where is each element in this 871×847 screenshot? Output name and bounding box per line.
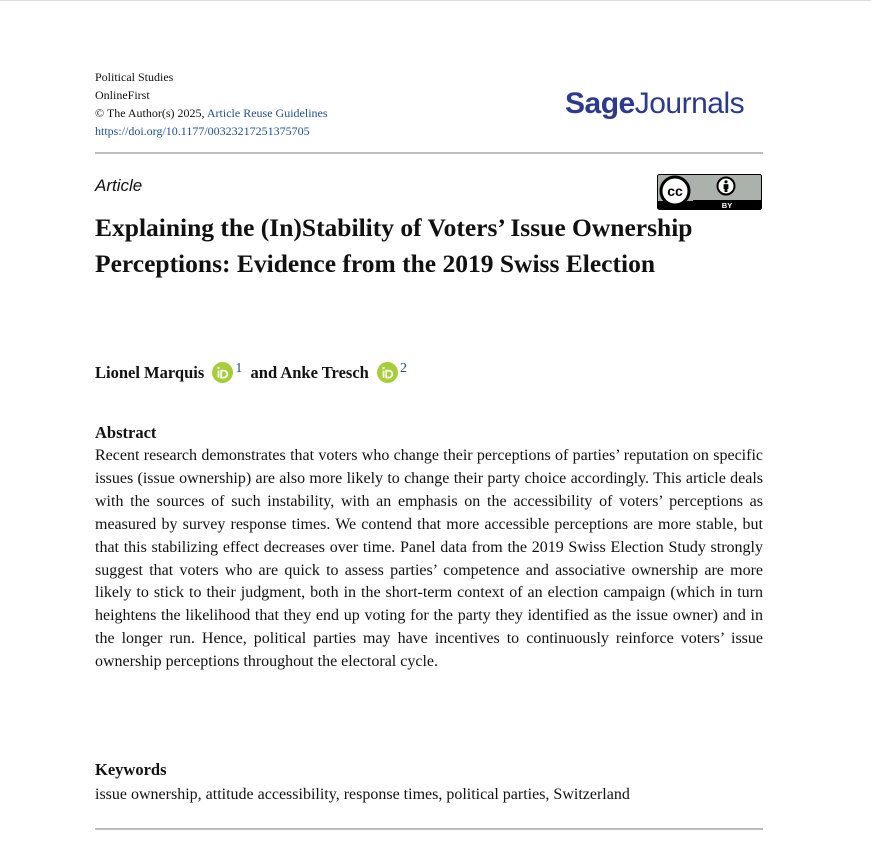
header-divider	[95, 152, 763, 154]
footer-divider	[95, 828, 763, 830]
abstract-text: Recent research demonstrates that voters who change their perceptions of parties’ reputation on specific issues (issue ownership) are also more likely to change their party choice accordingly. This article deals with the sources of such instability, with an emphasis on the accessibility of voters’ perceptions as measured by survey response times. We contend that more accessible perceptions are more stable, but that this stabilizing effect decreases over time. Panel data from the 2019 Swiss Election Study strongly suggest that voters who are quick to assess parties’ competence and associative ownership are more likely to stick to their judgment, both in the short-term context of an election campaign (which in turn heightens the likelihood that they end up voting for the party they identified as the issue owner) and in the longer run. Hence, political parties may have incentives to continuously reinforce voters’ issue ownership perceptions throughout the electoral cycle.	[95, 447, 763, 671]
creative-commons-icon	[661, 177, 689, 205]
logo-bold-text: Sage	[565, 87, 635, 120]
cc-icon-label: cc	[667, 183, 683, 199]
article-title: Explaining the (In)Stability of Voters’ Issue Ownership Perceptions: Evidence from the 2019 Swiss Election	[95, 213, 693, 278]
reuse-guidelines-link[interactable]: Article Reuse Guidelines	[206, 106, 328, 120]
abstract-heading: Abstract	[95, 423, 157, 442]
orcid-icon[interactable]	[212, 362, 233, 383]
top-border	[0, 0, 871, 1]
author-name[interactable]: Anke Tresch	[280, 363, 369, 382]
logo-light-text: Journals	[634, 87, 745, 120]
doi-link[interactable]: https://doi.org/10.1177/00323217251375705	[95, 124, 310, 138]
affiliation-marker[interactable]: 1	[235, 361, 243, 376]
keywords-heading: Keywords	[95, 760, 167, 779]
journal-meta	[95, 68, 328, 140]
cc-by-license-badge[interactable]	[657, 174, 762, 210]
article-type: Article	[95, 176, 143, 195]
copyright-line	[95, 104, 328, 122]
keywords-text: issue ownership, attitude accessibility, response times, political parties, Switzerland	[95, 786, 630, 803]
sage-journals-logo[interactable]	[565, 86, 744, 122]
author-name[interactable]: Lionel Marquis	[95, 363, 205, 382]
author-line	[95, 356, 411, 386]
by-label: BY	[721, 201, 733, 210]
orcid-icon[interactable]	[377, 362, 398, 383]
affiliation-marker[interactable]: 2	[399, 361, 407, 376]
journal-name: Political Studies	[95, 70, 174, 84]
attribution-person-icon	[718, 178, 735, 195]
copyright-text: © The Author(s) 2025,	[95, 106, 207, 120]
issue-status: OnlineFirst	[95, 88, 150, 102]
author-joiner: and	[250, 363, 278, 382]
